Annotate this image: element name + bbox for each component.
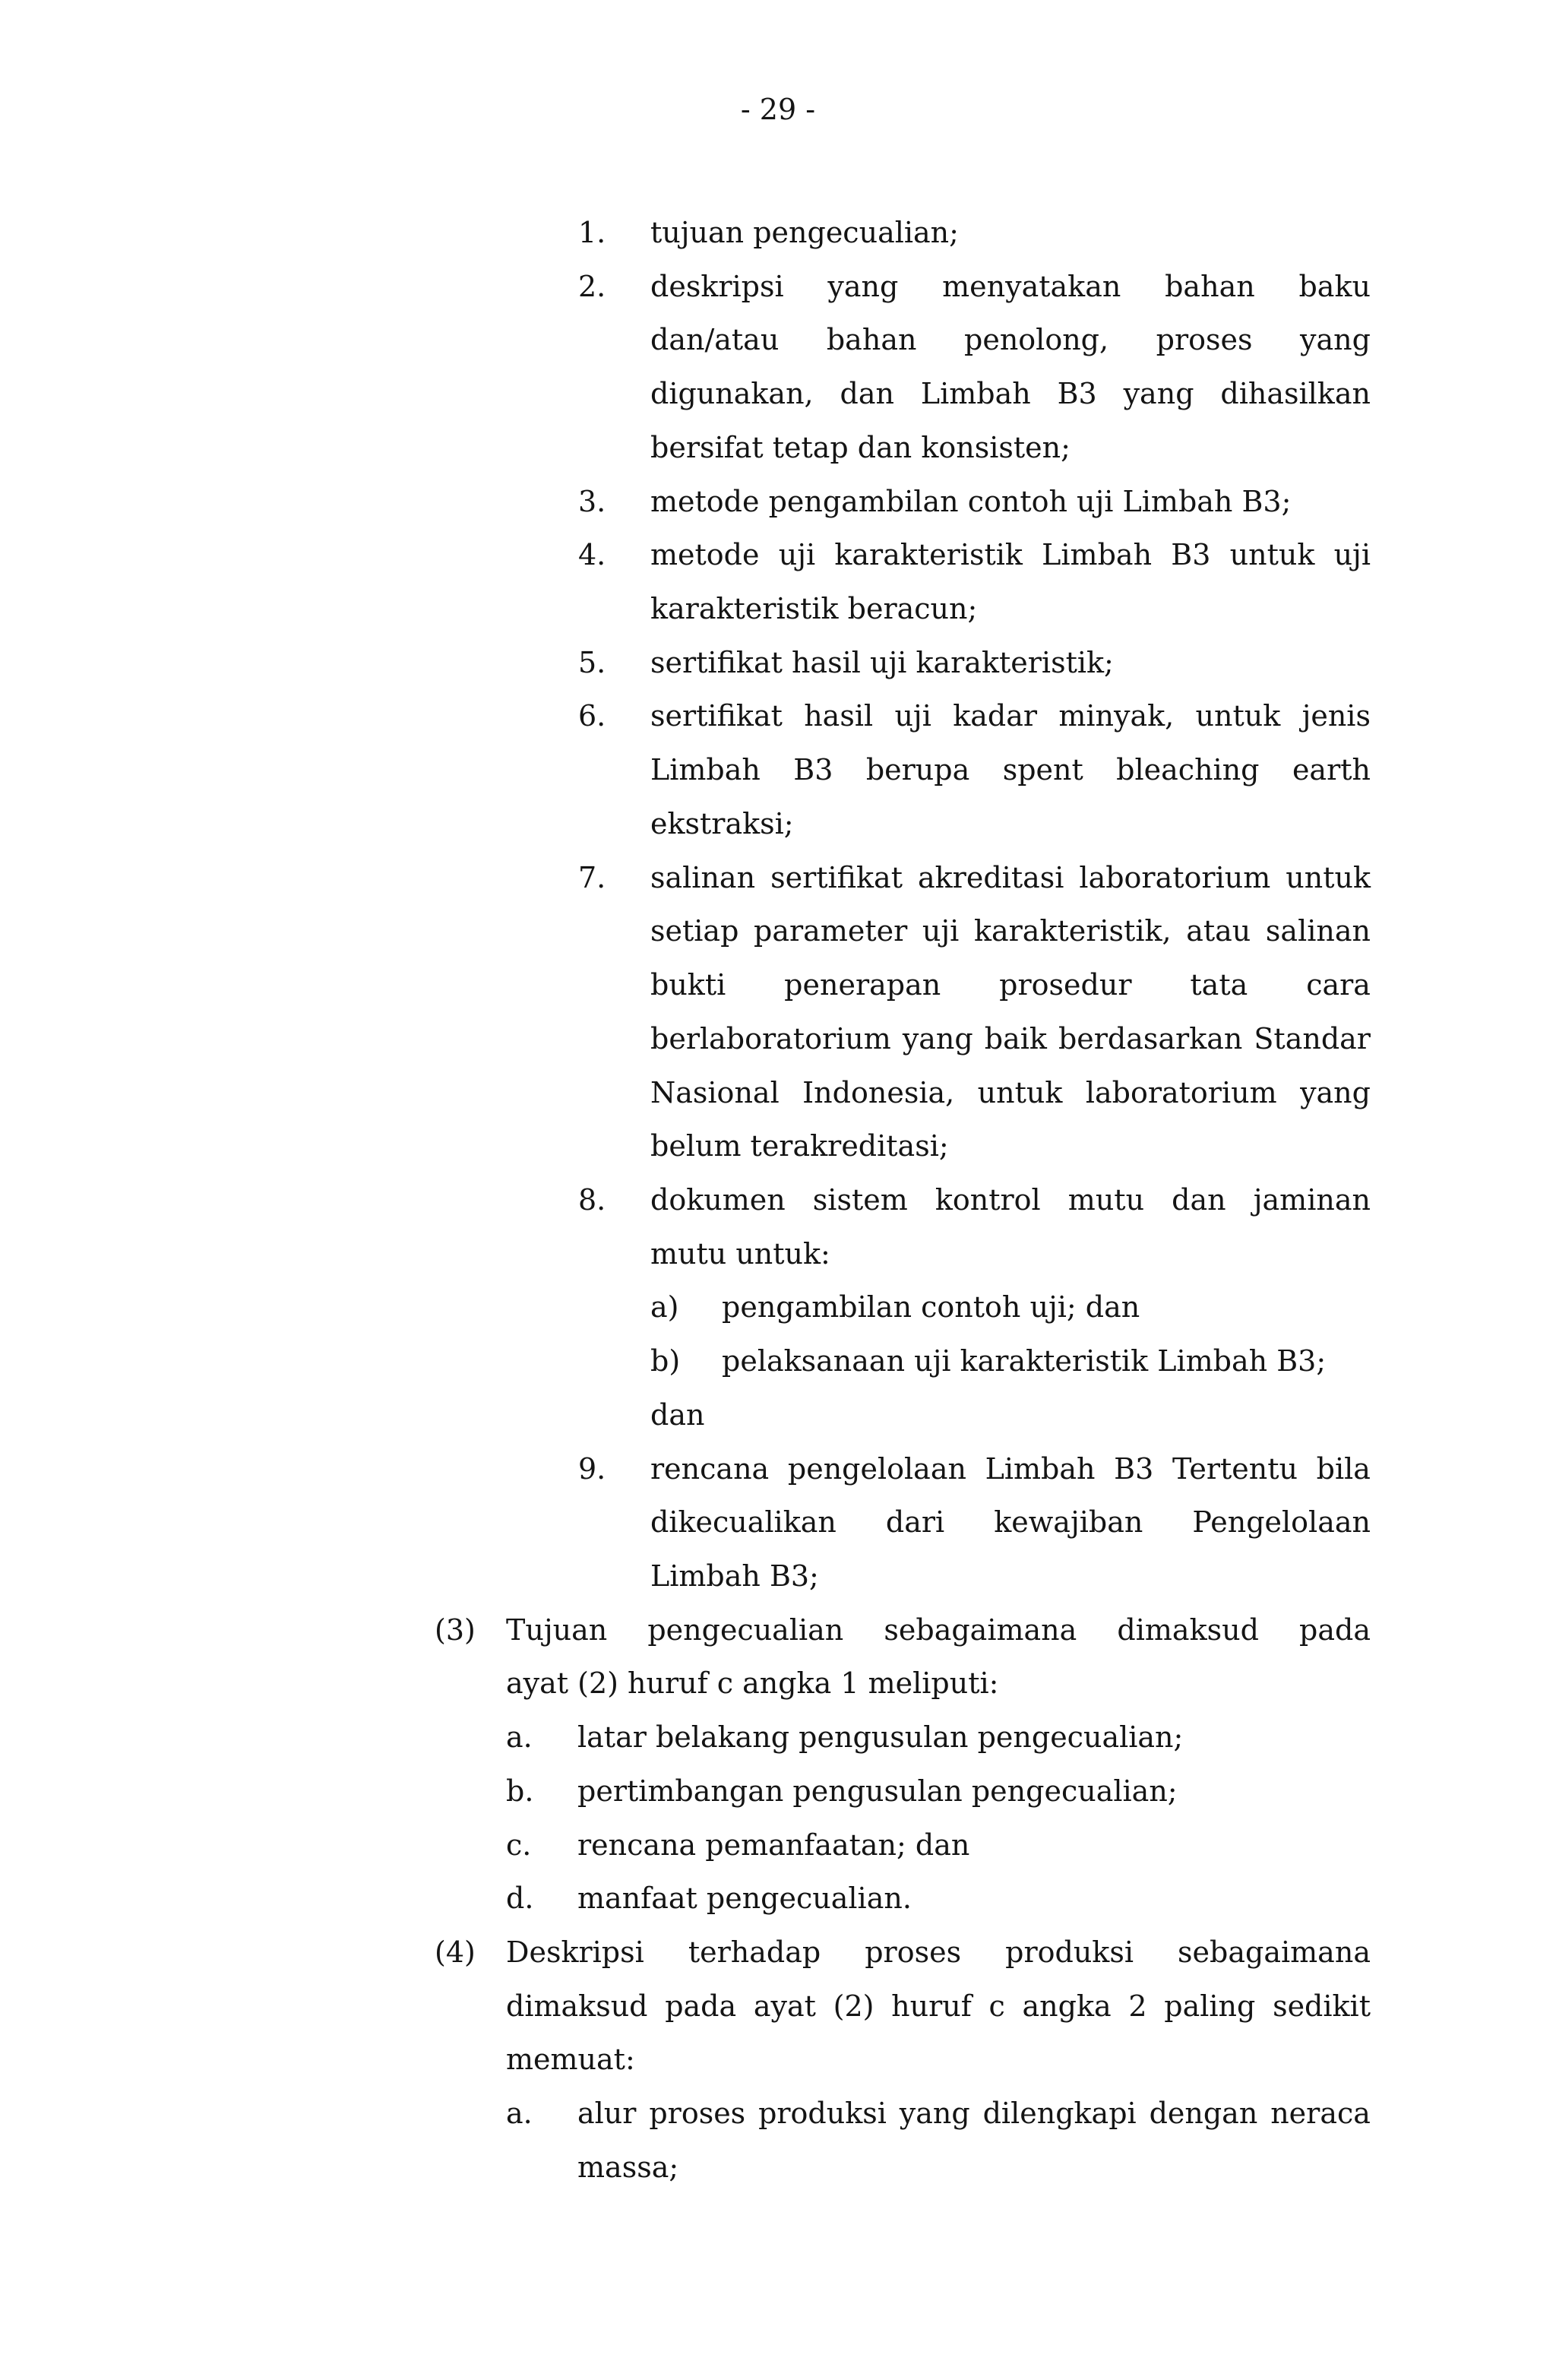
list-item-text [650, 1012, 1371, 1066]
list-item-2-continuation [0, 367, 1556, 421]
point-label: a. [506, 1720, 533, 1755]
list-item-9-continuation [0, 1549, 1556, 1603]
document-body [0, 206, 1556, 2195]
point-text: pertimbangan pengusulan pengecualian; [577, 1774, 1178, 1808]
paragraph-3-continuation [0, 1657, 1556, 1711]
word: untuk [1195, 699, 1281, 733]
word: yang [1300, 1075, 1371, 1109]
word: produksi [1005, 1935, 1134, 1969]
word: digunakan, [650, 377, 814, 411]
list-item-text [650, 689, 1371, 743]
list-item-text: bersifat tetap dan konsisten; [650, 430, 1071, 464]
word: laboratorium [1085, 1075, 1277, 1109]
word: uji [1333, 538, 1371, 572]
list-item-2-continuation [0, 421, 1556, 475]
word: bahan [826, 323, 917, 357]
word: parameter [754, 914, 908, 948]
word: salinan [650, 860, 756, 894]
word: bleaching [1116, 753, 1260, 787]
list-item-text [650, 528, 1371, 582]
word: 2 [1128, 1989, 1147, 2023]
point-text [577, 2087, 1371, 2141]
word: dimaksud [506, 1989, 648, 2023]
list-item-8 [0, 1173, 1556, 1227]
point-a [0, 2087, 1556, 2141]
point-b [0, 1764, 1556, 1818]
word: karakteristik [834, 538, 1023, 572]
list-item-5 [0, 636, 1556, 690]
list-item-number: 1. [578, 216, 606, 249]
list-item-text [650, 1442, 1371, 1496]
word: sistem [812, 1182, 908, 1217]
word: berlaboratorium [650, 1021, 891, 1055]
word: dari [885, 1505, 945, 1540]
paragraph-text [506, 1926, 1371, 1980]
list-item-text: ekstraksi; [650, 806, 794, 840]
list-item-number: 7. [578, 860, 606, 894]
list-item-text: sertifikat hasil uji karakteristik; [650, 645, 1114, 679]
word: sebagaimana [1178, 1935, 1371, 1969]
word: yang [899, 2097, 970, 2131]
word: neraca [1270, 2097, 1371, 2131]
point-text: rencana pemanfaatan; dan [577, 1828, 970, 1862]
word: Tertentu [1172, 1451, 1298, 1486]
word: metode [650, 538, 760, 572]
word: setiap [650, 914, 739, 948]
list-item-text [650, 367, 1371, 421]
list-item-9 [0, 1442, 1556, 1496]
paragraph-text: ayat (2) huruf c angka 1 meliputi: [506, 1666, 999, 1701]
word: karakteristik, [973, 914, 1172, 948]
list-item-7-continuation [0, 1066, 1556, 1120]
word: B3 [1114, 1451, 1154, 1486]
point-text: manfaat pengecualian. [577, 1882, 912, 1916]
list-item-text [650, 260, 1371, 314]
paragraph-4 [0, 1926, 1556, 1980]
word: bahan [1165, 269, 1255, 303]
word: Limbah [650, 753, 761, 787]
list-item-text: mutu untuk: [650, 1236, 830, 1271]
list-item-text: dan [650, 1397, 705, 1432]
word: pada [1299, 1613, 1371, 1647]
paragraph-text: memuat: [506, 2043, 635, 2077]
word: yang [827, 269, 899, 303]
word: Tujuan [506, 1613, 608, 1647]
word: Standar [1254, 1021, 1371, 1055]
word: proses [865, 1935, 962, 1969]
page-number: - 29 - [740, 93, 816, 126]
list-item-8-conjunction [0, 1388, 1556, 1442]
word: Indonesia, [802, 1075, 955, 1109]
list-item-text [650, 851, 1371, 905]
word: mutu [1067, 1182, 1145, 1217]
list-item-3 [0, 475, 1556, 529]
word: baik [984, 1021, 1047, 1055]
paragraph-4-continuation [0, 2033, 1556, 2087]
word: uji [922, 914, 960, 948]
word: pada [665, 1989, 737, 2023]
word: B3 [1171, 538, 1211, 572]
word: Deskripsi [506, 1935, 644, 1969]
word: c [988, 1989, 1005, 2023]
point-label: d. [506, 1882, 534, 1916]
word: dimaksud [1117, 1613, 1259, 1647]
word: bila [1316, 1451, 1371, 1486]
point-text: latar belakang pengusulan pengecualian; [577, 1720, 1184, 1755]
word: penolong, [964, 323, 1109, 357]
point-d [0, 1872, 1556, 1926]
list-item-text [650, 1495, 1371, 1549]
list-item-9-continuation [0, 1495, 1556, 1549]
list-item-6-continuation [0, 743, 1556, 797]
word: Limbah [985, 1451, 1096, 1486]
word: Limbah [1042, 538, 1153, 572]
list-item-2-continuation [0, 313, 1556, 367]
word: akreditasi [918, 860, 1064, 894]
word: jenis [1301, 699, 1371, 733]
list-item-number: 3. [578, 484, 606, 518]
list-item-text [650, 1173, 1371, 1227]
word: sertifikat [770, 860, 903, 894]
word: sertifikat [650, 699, 783, 733]
word: terhadap [688, 1935, 821, 1969]
word: berupa [865, 753, 970, 787]
list-item-number: 5. [578, 645, 606, 679]
word: uji [778, 538, 816, 572]
list-item-number: 2. [578, 269, 606, 303]
word: prosedur [999, 968, 1132, 1002]
list-item-text [650, 958, 1371, 1012]
word: minyak, [1058, 699, 1175, 733]
word: dan [840, 377, 894, 411]
word: huruf [891, 1989, 972, 2023]
paragraph-number: (3) [435, 1613, 476, 1647]
list-item-6-continuation [0, 797, 1556, 851]
point-label: c. [506, 1828, 532, 1862]
point-text: massa; [577, 2150, 679, 2184]
list-item-4-continuation [0, 582, 1556, 636]
point-label: a. [506, 2097, 533, 2131]
word: rencana [650, 1451, 770, 1486]
word: baku [1298, 269, 1371, 303]
list-item-text: Limbah B3; [650, 1559, 819, 1593]
point-a [0, 1711, 1556, 1764]
list-item-text [650, 743, 1371, 797]
word: sedikit [1273, 1989, 1371, 2023]
word: proses [1156, 323, 1253, 357]
word: dikecualikan [650, 1505, 837, 1540]
list-item-text [650, 904, 1371, 958]
word: Nasional [650, 1075, 780, 1109]
point-a-continuation [0, 2141, 1556, 2195]
word: dilengkapi [982, 2097, 1137, 2131]
word: ayat [753, 1989, 816, 2023]
word: pengelolaan [787, 1451, 966, 1486]
word: kewajiban [994, 1505, 1143, 1540]
sub-item-text: pelaksanaan uji karakteristik Limbah B3; [722, 1344, 1327, 1378]
list-item-6 [0, 689, 1556, 743]
sub-item-label: a) [650, 1290, 679, 1325]
list-item-text: belum terakreditasi; [650, 1129, 949, 1163]
word: salinan [1265, 914, 1371, 948]
paragraph-text [506, 1980, 1371, 2033]
word: berdasarkan [1058, 1021, 1243, 1055]
word: dan/atau [650, 323, 780, 357]
sub-item-b [0, 1334, 1556, 1388]
word: yang [1123, 377, 1194, 411]
word: produksi [758, 2097, 887, 2131]
word: penerapan [784, 968, 941, 1002]
word: B3 [793, 753, 833, 787]
list-item-7 [0, 851, 1556, 905]
word: cara [1306, 968, 1371, 1002]
word: deskripsi [650, 269, 784, 303]
paragraph-text [506, 1603, 1371, 1657]
word: yang [902, 1021, 973, 1055]
word: uji [894, 699, 931, 733]
list-item-number: 9. [578, 1451, 606, 1486]
list-item-7-continuation [0, 1012, 1556, 1066]
sub-item-label: b) [650, 1344, 681, 1378]
word: menyatakan [942, 269, 1121, 303]
word: paling [1164, 1989, 1256, 2023]
word: Limbah [920, 377, 1031, 411]
point-label: b. [506, 1774, 534, 1808]
point-c [0, 1818, 1556, 1872]
word: kontrol [935, 1182, 1041, 1217]
list-item-2 [0, 260, 1556, 314]
list-item-text [650, 313, 1371, 367]
word: earth [1292, 753, 1371, 787]
word: proses [649, 2097, 746, 2131]
word: jaminan [1253, 1182, 1371, 1217]
paragraph-3 [0, 1603, 1556, 1657]
word: sebagaimana [884, 1613, 1077, 1647]
word: tata [1190, 968, 1248, 1002]
word: (2) [833, 1989, 874, 2023]
word: kadar [953, 699, 1038, 733]
list-item-text: metode pengambilan contoh uji Limbah B3; [650, 484, 1292, 518]
word: bukti [650, 968, 726, 1002]
sub-item-a [0, 1280, 1556, 1334]
sub-item-text: pengambilan contoh uji; dan [722, 1290, 1140, 1325]
word: spent [1002, 753, 1083, 787]
word: dan [1172, 1182, 1226, 1217]
list-item-text [650, 1066, 1371, 1120]
word: untuk [977, 1075, 1063, 1109]
word: untuk [1229, 538, 1315, 572]
list-item-number: 6. [578, 699, 606, 733]
list-item-7-continuation [0, 904, 1556, 958]
word: angka [1022, 1989, 1112, 2023]
list-item-8-continuation [0, 1227, 1556, 1281]
list-item-1 [0, 206, 1556, 260]
word: B3 [1057, 377, 1097, 411]
list-item-7-continuation [0, 958, 1556, 1012]
list-item-number: 8. [578, 1182, 606, 1217]
paragraph-number: (4) [435, 1935, 476, 1969]
list-item-7-continuation [0, 1119, 1556, 1173]
list-item-text: karakteristik beracun; [650, 592, 978, 626]
word: Pengelolaan [1192, 1505, 1371, 1540]
word: untuk [1286, 860, 1371, 894]
word: pengecualian [647, 1613, 844, 1647]
word: atau [1186, 914, 1251, 948]
word: dihasilkan [1220, 377, 1371, 411]
paragraph-4-continuation [0, 1980, 1556, 2033]
word: alur [577, 2097, 637, 2131]
word: dokumen [650, 1182, 786, 1217]
word: laboratorium [1079, 860, 1271, 894]
word: dengan [1149, 2097, 1258, 2131]
list-item-text: tujuan pengecualian; [650, 216, 959, 249]
list-item-number: 4. [578, 538, 606, 572]
word: hasil [804, 699, 874, 733]
list-item-4 [0, 528, 1556, 582]
word: yang [1300, 323, 1371, 357]
